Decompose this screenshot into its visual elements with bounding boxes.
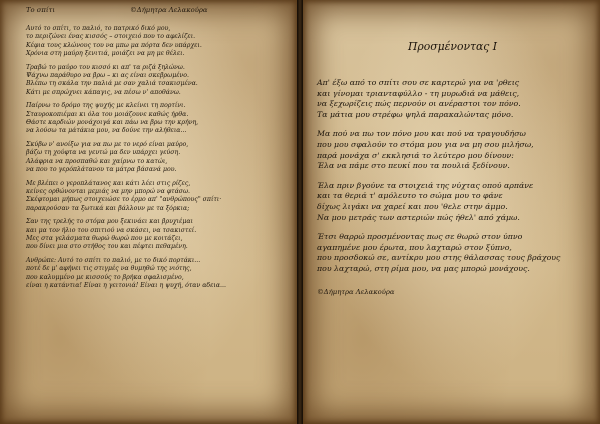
- stanza: [317, 232, 590, 274]
- poem-line: Τραβώ το μαύρο του κισσό κι απ' τα ριζά ξηλώνω.: [26, 63, 185, 71]
- left-page-header: [26, 5, 287, 15]
- poem-line: Να μου μετράς των αστεριών πώς ήθελ' από χάμω.: [317, 212, 520, 222]
- stanza: [26, 25, 287, 58]
- right-poem-title: Προσμένοντας Ι: [407, 40, 498, 53]
- poem-line: κείνες ορθώνονται μεμιάς να μην μπορώ να φτάσω.: [26, 188, 190, 196]
- poem-line: Κάτι με σπρώχνει κάπαγις, να πέσω ν' αποθάνω.: [26, 88, 181, 96]
- poem-line: που δίνει μια στο στήθος του και πέφτει πεθαμένη.: [26, 243, 188, 251]
- poem-line: το περιζώνει ένας κισσός – στοιχειό που το αφελίζει.: [26, 33, 196, 41]
- left-poem-author: ©Δήμητρα Λελακούρα: [130, 6, 208, 14]
- poem-line: παρά μονάχα σ' εκκλησιά το λεύτερο μου δίνουν:: [317, 150, 514, 160]
- stanza: [26, 218, 287, 251]
- poem-line: Χρόνια στη μαύρη ξενιτιά, μοιάζει να μη με θέλει.: [26, 49, 185, 57]
- poem-line: Ψάχνω παράθυρο να βρω – κι ας είναι σκεβρωμένο.: [26, 71, 189, 79]
- poem-line: που λαχταρώ, στη ρίμα μου, να μας μπορώ μονάχους.: [317, 263, 530, 273]
- poem-line: και γίνομαι τριανταφύλλο - τη μυρωδιά να μάθεις,: [317, 88, 520, 98]
- stanza: [317, 78, 590, 120]
- poem-line: Σαν της τρελής το στόμα μου ξεκινάει και βρυχιέμαι: [26, 218, 194, 226]
- poem-line: Σκέφτομαι μήπως στοιχειώσε το έρμο απ' "ανθρώπους" σπίτι·: [26, 196, 222, 204]
- poem-line: που μου σφαλούν το στόμα μου για να μη σου μιλήσω,: [317, 139, 534, 149]
- poem-line: Σκύβω ν' ανοίξω για να πω με το νερό είναι μαύρο,: [26, 141, 189, 149]
- left-poem-title: Το σπίτι: [26, 6, 55, 14]
- poem-line: Έλα πριν βγούνε τα στοιχειά της νύχτας οπού αρπάνε: [317, 180, 534, 190]
- poem-line: και τα θεριά τ' αμόλευτο το σώμα μου το φάνε: [317, 191, 503, 201]
- right-poem-body: [317, 78, 590, 275]
- poem-line: Κέφια τους κλώνους του να μπω μα πόρτα δεν υπάρχει.: [26, 41, 202, 49]
- poem-line: Έλα να πάμε στο πευκί που τα πουλιά ξεδίνουν.: [317, 161, 510, 171]
- poem-line: Παίρνω το δρόμο της ψυχής με κλείνει τη πορτίνι.: [26, 102, 186, 110]
- stanza: [26, 180, 287, 213]
- poem-line: να που το γερόπλάτανου τα μάτρα βάσανά μου.: [26, 165, 177, 173]
- poem-line: Βλέπω τη σκάλα την παλιά με σαν χαλιά τσακισμένα.: [26, 80, 198, 88]
- stanza: [26, 102, 287, 135]
- poem-line: Αυτό το σπίτι, το παλιό, το πατρικό δικό μου,: [26, 25, 171, 32]
- poem-line: Αλάφρια να προσπαθώ και χαίρνω το κατώι,: [26, 157, 168, 165]
- poem-line: Απ' έξω από το σπίτι σου σε καρτερώ για να 'ρθεις: [317, 78, 520, 87]
- stanza: [26, 64, 287, 97]
- poem-line: Τα μάτια μου στρέφω ψηλά παρακαλώντας μόνο.: [317, 109, 514, 119]
- stanza: [26, 141, 287, 174]
- poem-line: αγαπημένε μου έρωτα, που λαχταρώ στον ξύπνο,: [317, 242, 512, 252]
- poem-line: Θάστε καρδιών μονάχοιγά και πάω να βρω την κρήνη,: [26, 118, 199, 126]
- poem-line: βάζω τη χούφτα να γευτώ μα δεν υπάρχει γεύση.: [26, 149, 181, 157]
- right-poem-signature: ©Δήμητρα Λελακούρα: [317, 287, 395, 296]
- poem-line: που καλυμμένο με κισσούς το βρήκα σφαλισμένο,: [26, 273, 184, 281]
- stanza: [317, 181, 590, 223]
- poem-line: δίχως λιγάκι να χαρεί και που 'θελε στην άμμο.: [317, 201, 508, 211]
- poem-line: παρακρούσαν τα ξωτικά και βάλλουν με τα ξόρκια;: [26, 204, 190, 212]
- poem-line: που προσδοκώ σε, αντίκρυ μου στης θάλασσας τους βράχους: [317, 253, 561, 263]
- poem-line: να ξεχωρίζεις πώς περνούν οι ανέραστοι τον πόνο.: [317, 99, 521, 109]
- poem-line: Με βλέπει ο γεροπλάτανος και κάτι λέει στις ρίζες,: [26, 179, 191, 187]
- poem-line: Μα πού να πω τον πόνο μου και πού να τραγουδήσω: [317, 129, 526, 139]
- right-page: [303, 0, 600, 424]
- poem-line: Σταυροκοπιέμαι κι όλα του μοιάζουνε καθώς ήρθα.: [26, 110, 189, 118]
- poem-line: Έτσι θαρρώ προσμένοντας πως σε θωρώ στον ύπνο: [317, 232, 523, 242]
- poem-line: ποτέ δε μ' αφήνει τις στιγμές να θυμηθώ της νιότης,: [26, 265, 192, 273]
- stanza: [317, 129, 590, 171]
- left-poem-body: [26, 25, 287, 290]
- poem-line: Ανθρώπε: Αυτό το σπίτι το παλιό, με το δικό πορτάκι...: [26, 257, 201, 265]
- poem-line: είναι η κατάντια! Είναι η γειτονιά! Είναι η ψυχή, όταν αδεια...: [26, 282, 226, 290]
- poem-line: και μα τον ήλιο του σπιτιού να σκάσει, να τσακιστεί.: [26, 226, 197, 234]
- poem-line: να λούσω τα μάτάκια μου, να δούνε την αλήθεια...: [26, 127, 187, 135]
- left-page: [0, 0, 297, 424]
- poem-line: Μες στα γελάσματα θωρώ θωρώ που με κοιτάζει,: [26, 235, 183, 243]
- stanza: [26, 257, 287, 290]
